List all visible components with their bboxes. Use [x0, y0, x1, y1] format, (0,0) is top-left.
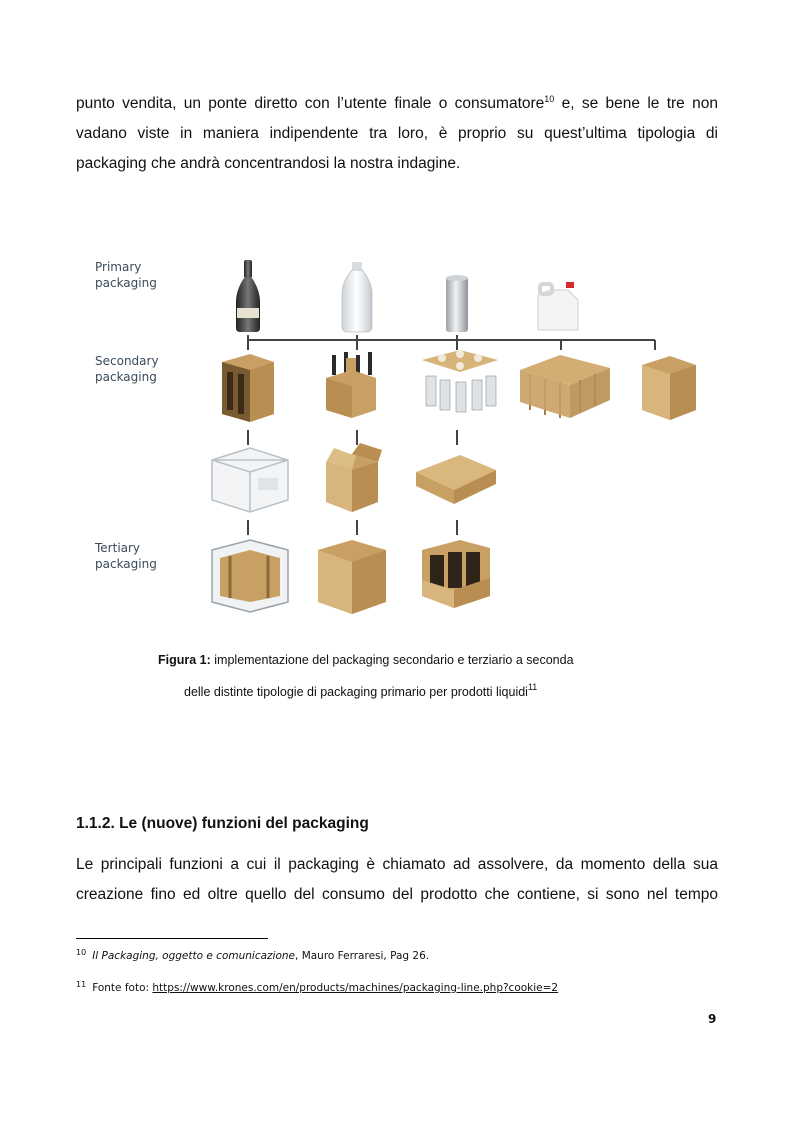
source-link[interactable]: https://www.krones.com/en/products/machines/packaging-line.php?cookie=2 [152, 982, 559, 994]
page-number: 9 [708, 1012, 717, 1026]
footnote-11: $^{11}$ Fonte foto: https://www.krones.com/en/products/machines/packaging-line.php?cookie=2 [76, 980, 559, 994]
shrink-wrapped-tray-icon [422, 540, 490, 608]
packaging-illustration [90, 250, 710, 625]
plastic-crate-icon [212, 448, 288, 512]
footnote-divider [76, 938, 268, 939]
jerrycan-icon [538, 282, 578, 330]
footnote-ref-11[interactable]: 11 [527, 682, 538, 692]
section-heading: 1.1.2. Le (nuove) funzioni del packaging [76, 815, 369, 832]
open-carton-box-icon [326, 443, 382, 512]
glass-bottle-icon [236, 260, 260, 332]
sealed-carton-box-icon [318, 540, 386, 614]
secondary-packaging-label: Secondary packaging [95, 354, 159, 384]
intro-line-2: vadano viste in maniera indipendente tra loro, è proprio su quest’ultima tipologia di [76, 125, 718, 142]
beverage-crate-icon [212, 540, 288, 612]
primary-packaging-label: Primary packaging [95, 260, 157, 290]
divider-insert-icon [520, 355, 610, 418]
six-pack-carrier-icon [326, 352, 376, 418]
packaging-figure [90, 250, 710, 625]
body-line-2: creazione fino ed oltre quello del consumo del prodotto che contiene, si sono nel tempo [76, 886, 718, 903]
closed-carton-box-icon [642, 356, 696, 420]
figure-caption-line-2: delle distinte tipologie di packaging primario per prodotti liquidi$^{11}$ [184, 682, 538, 699]
pet-bottle-icon [342, 262, 372, 332]
bottle-carton-box-icon [222, 354, 274, 422]
body-paragraph [76, 850, 718, 910]
body-line-1: Le principali funzioni a cui il packaging è chiamato ad assolvere, da momento della sua [76, 856, 718, 873]
tertiary-packaging-label: Tertiary packaging [95, 541, 157, 571]
can-icon [446, 275, 468, 332]
can-tray-pack-icon [422, 350, 498, 412]
intro-paragraph [76, 89, 718, 179]
footnote-10: $^{10}$ Il Packaging, oggetto e comunicazione, Mauro Ferraresi, Pag 26. [76, 948, 430, 962]
figure-caption-line-1: Figura 1: implementazione del packaging secondario e terziario a seconda [158, 653, 574, 667]
intro-line-1: punto vendita, un ponte diretto con l’utente finale o consumatore$^{10}$ e, se bene le tre non [76, 94, 718, 112]
footnote-ref-10[interactable]: 10 [544, 94, 555, 104]
cardboard-tray-icon [416, 455, 496, 504]
intro-line-3: packaging che andrà concentrandosi la nostra indagine. [76, 155, 461, 172]
